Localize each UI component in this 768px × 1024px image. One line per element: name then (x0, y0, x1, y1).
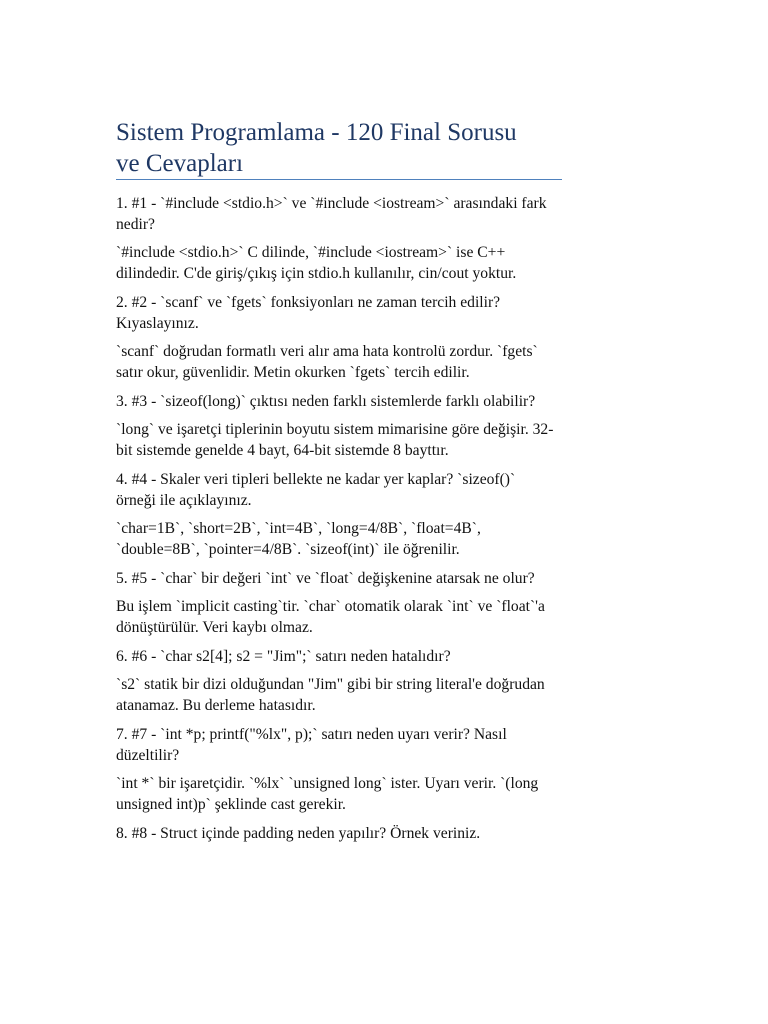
answer-4: `char=1B`, `short=2B`, `int=4B`, `long=4/8B`, `float=4B`, `double=8B`, `pointer=4/8B`. `sizeof(int)` ile öğrenilir. (116, 520, 481, 558)
question-6: 6. #6 - `char s2[4]; s2 = "Jim";` satırı neden hatalıdır? (116, 648, 451, 665)
question-5: 5. #5 - `char` bir değeri `int` ve `float` değişkenine atarsak ne olur? (116, 570, 535, 587)
question-1: 1. #1 - `#include <stdio.h>` ve `#include <iostream>` arasındaki fark nedir? (116, 195, 547, 233)
title-underline (116, 179, 562, 180)
document-title (116, 117, 561, 179)
qa-list (116, 193, 556, 851)
answer-7: `int *` bir işaretçidir. `%lx` `unsigned long` ister. Uyarı verir. `(long unsigned int)p` şeklinde cast gerekir. (116, 775, 539, 813)
question-7: 7. #7 - `int *p; printf("%lx", p);` satırı neden uyarı verir? Nasıl düzeltilir? (116, 726, 507, 764)
answer-6: `s2` statik bir dizi olduğundan "Jim" gibi bir string literal'e doğrudan atanamaz. Bu derleme hatasıdır. (116, 676, 545, 714)
question-2: 2. #2 - `scanf` ve `fgets` fonksiyonları ne zaman tercih edilir? Kıyaslayınız. (116, 294, 501, 332)
title-line-1: Sistem Programlama - 120 Final Sorusu (116, 119, 517, 146)
answer-1: `#include <stdio.h>` C dilinde, `#include <iostream>` ise C++ dilindedir. C'de giriş/çıkış için stdio.h kullanılır, cin/cout yoktur. (116, 244, 517, 282)
question-4: 4. #4 - Skaler veri tipleri bellekte ne kadar yer kaplar? `sizeof()` örneği ile açıklayınız. (116, 471, 516, 509)
answer-2: `scanf` doğrudan formatlı veri alır ama hata kontrolü zordur. `fgets` satır okur, güvenlidir. Metin okurken `fgets` tercih edilir. (116, 343, 538, 381)
question-8: 8. #8 - Struct içinde padding neden yapılır? Örnek veriniz. (116, 825, 481, 842)
question-3: 3. #3 - `sizeof(long)` çıktısı neden farklı sistemlerde farklı olabilir? (116, 393, 536, 410)
answer-3: `long` ve işaretçi tiplerinin boyutu sistem mimarisine göre değişir. 32-bit sistemde genelde 4 bayt, 64-bit sistemde 8 bayttır. (116, 421, 554, 459)
title-line-2: ve Cevapları (116, 150, 244, 177)
answer-5: Bu işlem `implicit casting`tir. `char` otomatik olarak `int` ve `float`'a dönüştürülür. Veri kaybı olmaz. (116, 598, 545, 636)
